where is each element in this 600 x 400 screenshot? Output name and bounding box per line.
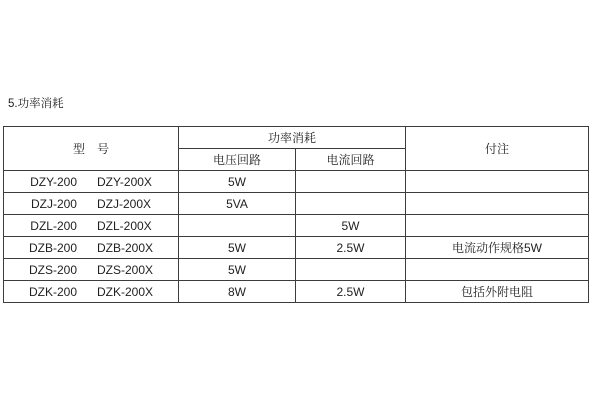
note-cell: 包括外附电阻 bbox=[406, 281, 589, 303]
voltage-cell: 5W bbox=[179, 259, 296, 281]
table-row-dzb bbox=[4, 237, 589, 259]
note-cell: 电流动作规格5W bbox=[406, 237, 589, 259]
header-row-top bbox=[4, 127, 589, 149]
model-name: DZB-200 bbox=[28, 240, 77, 255]
model-name-x: DZB-200X bbox=[97, 240, 154, 255]
current-cell: 5W bbox=[296, 215, 406, 237]
current-cell bbox=[296, 171, 406, 193]
header-power-consumption: 功率消耗 bbox=[179, 127, 406, 149]
model-name: DZS-200 bbox=[28, 262, 77, 277]
model-name: DZJ-200 bbox=[30, 196, 77, 211]
header-voltage-circuit: 电压回路 bbox=[179, 149, 296, 171]
table-row-dzl bbox=[4, 215, 589, 237]
note-cell bbox=[406, 193, 589, 215]
voltage-cell: 5W bbox=[179, 171, 296, 193]
voltage-cell bbox=[179, 215, 296, 237]
current-cell: 2.5W bbox=[296, 237, 406, 259]
model-name-x: DZL-200X bbox=[96, 218, 152, 233]
model-name-x: DZK-200X bbox=[97, 284, 154, 299]
model-cell bbox=[4, 237, 179, 259]
table-row-dzy bbox=[4, 171, 589, 193]
note-cell bbox=[406, 259, 589, 281]
header-current-circuit: 电流回路 bbox=[296, 149, 406, 171]
model-name: DZY-200 bbox=[30, 174, 77, 189]
model-cell bbox=[4, 215, 179, 237]
model-name-x: DZS-200X bbox=[97, 262, 154, 277]
section-title: 5.功率消耗 bbox=[8, 98, 64, 110]
model-name: DZK-200 bbox=[28, 284, 77, 299]
power-consumption-table bbox=[3, 126, 589, 303]
header-note: 付注 bbox=[406, 127, 589, 171]
model-cell bbox=[4, 171, 179, 193]
voltage-cell: 5W bbox=[179, 237, 296, 259]
table-row-dzj bbox=[4, 193, 589, 215]
model-name-x: DZJ-200X bbox=[96, 196, 152, 211]
table-row-dzk bbox=[4, 281, 589, 303]
model-cell bbox=[4, 259, 179, 281]
header-model: 型 号 bbox=[4, 127, 179, 171]
current-cell bbox=[296, 193, 406, 215]
note-cell bbox=[406, 171, 589, 193]
model-cell bbox=[4, 193, 179, 215]
table-row-dzs bbox=[4, 259, 589, 281]
voltage-cell: 8W bbox=[179, 281, 296, 303]
voltage-cell: 5VA bbox=[179, 193, 296, 215]
note-cell bbox=[406, 215, 589, 237]
model-name-x: DZY-200X bbox=[97, 174, 152, 189]
current-cell bbox=[296, 259, 406, 281]
model-cell bbox=[4, 281, 179, 303]
model-name: DZL-200 bbox=[30, 218, 77, 233]
current-cell: 2.5W bbox=[296, 281, 406, 303]
